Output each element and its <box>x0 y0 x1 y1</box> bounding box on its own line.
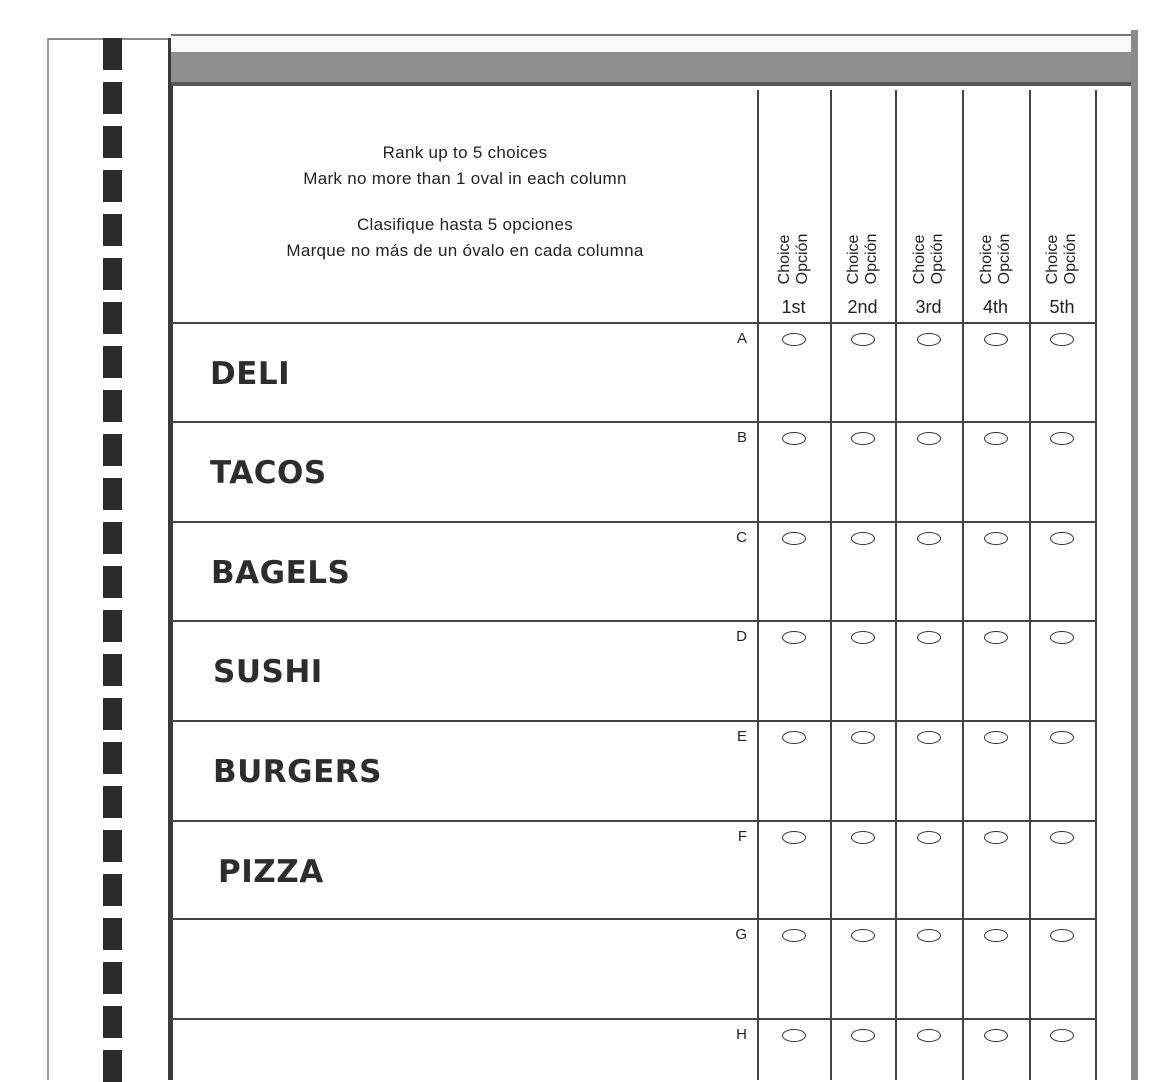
rank-oval[interactable] <box>782 929 806 942</box>
column-header-text <box>1044 234 1080 285</box>
rank-oval[interactable] <box>1050 333 1074 346</box>
column-opcion-label: Opción <box>928 233 946 285</box>
column-opcion-label: Opción <box>1062 233 1079 285</box>
rank-oval[interactable] <box>851 731 875 744</box>
grid-vline <box>757 90 759 1080</box>
row-letter: F <box>737 828 747 845</box>
rank-oval[interactable] <box>1050 532 1074 545</box>
timing-mark <box>103 698 122 730</box>
timing-mark <box>103 434 122 466</box>
timing-mark <box>103 126 122 158</box>
rank-column-header <box>1029 90 1095 322</box>
grid-hline <box>171 1018 1095 1020</box>
timing-mark <box>103 390 122 422</box>
rank-oval[interactable] <box>851 1029 875 1042</box>
rank-oval[interactable] <box>851 929 875 942</box>
rank-oval[interactable] <box>917 731 941 744</box>
timing-mark <box>103 610 122 642</box>
rank-oval[interactable] <box>917 1029 941 1042</box>
row-letter: H <box>736 1026 747 1043</box>
rank-oval[interactable] <box>851 432 875 445</box>
column-opcion-label: Opción <box>793 233 811 285</box>
timing-mark <box>103 1050 122 1082</box>
rank-column-header <box>962 90 1029 322</box>
timing-mark <box>103 478 122 510</box>
timing-mark <box>103 38 122 70</box>
rank-oval[interactable] <box>1050 831 1074 844</box>
timing-mark <box>103 170 122 202</box>
candidate-name: TACOS <box>210 455 327 491</box>
grid-hline <box>171 521 1095 523</box>
row-letter: C <box>736 529 747 546</box>
column-opcion-label: Opción <box>995 233 1013 285</box>
column-rank-label: 3rd <box>915 297 942 317</box>
grid-vline <box>962 90 964 1080</box>
timing-mark <box>103 566 122 598</box>
timing-mark <box>103 786 122 818</box>
column-rank-label: 1st <box>781 297 806 317</box>
column-rank-label: 2nd <box>847 297 878 317</box>
row-letter: E <box>736 728 747 745</box>
rank-column-header <box>830 90 895 322</box>
rank-oval[interactable] <box>1050 432 1074 445</box>
rank-oval[interactable] <box>1050 731 1074 744</box>
timing-mark <box>103 1006 122 1038</box>
grid-vline <box>1029 90 1031 1080</box>
column-header-text <box>845 234 881 285</box>
rank-oval[interactable] <box>1050 631 1074 644</box>
timing-mark <box>103 214 122 246</box>
rank-oval[interactable] <box>984 532 1008 545</box>
rank-oval[interactable] <box>782 432 806 445</box>
grid-hline <box>171 720 1095 722</box>
grid-hline <box>171 620 1095 622</box>
rank-oval[interactable] <box>782 532 806 545</box>
grid-hline <box>171 820 1095 822</box>
grid-hline <box>171 322 1095 324</box>
column-choice-label: Choice <box>910 234 928 285</box>
column-header-text <box>911 234 947 285</box>
rank-oval[interactable] <box>984 631 1008 644</box>
instruction-en-1: Rank up to 5 choices <box>382 143 548 162</box>
ballot-right-border <box>1131 30 1138 1080</box>
timing-mark <box>103 742 122 774</box>
candidate-name: PIZZA <box>218 854 324 890</box>
rank-column-header <box>895 90 962 322</box>
timing-marks <box>103 38 123 1080</box>
instruction-es-2: Marque no más de un óvalo en cada columna <box>286 241 644 260</box>
top-strip <box>171 34 1137 52</box>
rank-oval[interactable] <box>782 333 806 346</box>
timing-mark <box>103 82 122 114</box>
column-choice-label: Choice <box>1044 234 1061 285</box>
instruction-es-1: Clasifique hasta 5 opciones <box>356 215 573 234</box>
timing-mark <box>103 302 122 334</box>
rank-oval[interactable] <box>851 532 875 545</box>
rank-oval[interactable] <box>917 929 941 942</box>
timing-mark <box>103 346 122 378</box>
rank-oval[interactable] <box>917 432 941 445</box>
instructions <box>185 140 745 264</box>
grid-vline <box>1095 90 1097 1080</box>
column-header-text <box>978 234 1014 285</box>
grid-hline <box>171 918 1095 920</box>
row-letter: A <box>736 330 747 347</box>
rank-oval[interactable] <box>782 631 806 644</box>
rank-oval[interactable] <box>851 631 875 644</box>
rank-oval[interactable] <box>917 532 941 545</box>
instruction-en-2: Mark no more than 1 oval in each column <box>303 169 627 188</box>
column-choice-label: Choice <box>844 234 862 285</box>
rank-oval[interactable] <box>984 929 1008 942</box>
candidate-name: BAGELS <box>211 555 351 591</box>
candidate-name: SUSHI <box>213 654 323 690</box>
grid-vline <box>895 90 897 1080</box>
rank-oval[interactable] <box>984 432 1008 445</box>
timing-mark <box>103 962 122 994</box>
rank-oval[interactable] <box>782 1029 806 1042</box>
column-header-text <box>776 234 812 285</box>
grid-vline <box>830 90 832 1080</box>
grid-hline <box>171 421 1095 423</box>
timing-mark <box>103 522 122 554</box>
rank-oval[interactable] <box>917 333 941 346</box>
column-opcion-label: Opción <box>862 233 880 285</box>
rank-oval[interactable] <box>851 333 875 346</box>
rank-oval[interactable] <box>984 831 1008 844</box>
rank-oval[interactable] <box>1050 1029 1074 1042</box>
column-rank-label: 5th <box>1049 297 1075 317</box>
column-choice-label: Choice <box>977 234 995 285</box>
rank-oval[interactable] <box>1050 929 1074 942</box>
contest-header-bar <box>171 52 1137 86</box>
rank-oval[interactable] <box>917 631 941 644</box>
rank-oval[interactable] <box>917 831 941 844</box>
rank-oval[interactable] <box>984 731 1008 744</box>
timing-mark <box>103 830 122 862</box>
row-letter: B <box>736 429 747 446</box>
timing-mark <box>103 258 122 290</box>
column-choice-label: Choice <box>775 234 793 285</box>
candidate-name: DELI <box>210 356 291 392</box>
timing-mark <box>103 654 122 686</box>
rank-oval[interactable] <box>984 333 1008 346</box>
rank-oval[interactable] <box>984 1029 1008 1042</box>
rank-oval[interactable] <box>782 831 806 844</box>
timing-mark <box>103 918 122 950</box>
rank-oval[interactable] <box>851 831 875 844</box>
candidate-name: BURGERS <box>213 754 382 790</box>
rank-column-header <box>757 90 830 322</box>
timing-mark <box>103 874 122 906</box>
row-letter: G <box>735 926 747 943</box>
row-letter: D <box>736 628 747 645</box>
column-rank-label: 4th <box>982 297 1009 317</box>
rank-oval[interactable] <box>782 731 806 744</box>
